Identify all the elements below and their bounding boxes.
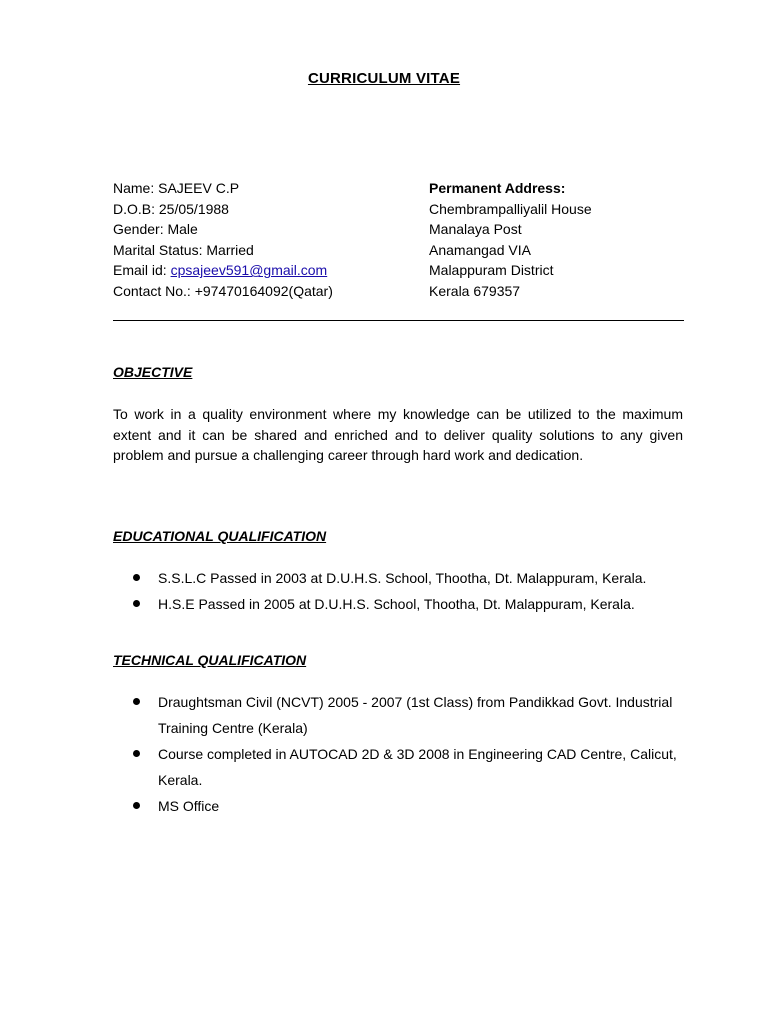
email-line	[113, 260, 413, 281]
name-line: Name: SAJEEV C.P	[113, 180, 240, 196]
email-label: Email id:	[113, 262, 171, 279]
list-item	[113, 591, 683, 617]
technical-item-text: Course completed in AUTOCAD 2D & 3D 2008 in Engineering CAD Centre, Calicut, Kerala.	[158, 746, 677, 788]
bullet-icon	[133, 802, 140, 809]
address-line: Manalaya Post	[429, 221, 522, 238]
technical-item-text: MS Office	[158, 798, 220, 814]
education-heading: EDUCATIONAL QUALIFICATION	[113, 528, 327, 544]
objective-text: To work in a quality environment where my knowledge can be utilized to the maximum extent and it can be shared and enriched and to deliver quality solutions to any given problem and pursue a challenging career through hard work and dedication.	[113, 406, 683, 464]
bullet-icon	[133, 698, 140, 705]
document-title: CURRICULUM VITAE	[307, 70, 461, 87]
address-line: Kerala 679357	[429, 282, 521, 299]
bullet-icon	[133, 750, 140, 757]
address-line: Anamangad VIA	[429, 241, 531, 258]
dob-line: D.O.B: 25/05/1988	[113, 200, 229, 217]
address-line: Malappuram District	[429, 262, 554, 279]
technical-item-text: Draughtsman Civil (NCVT) 2005 - 2007 (1st Class) from Pandikkad Govt. Industrial Training Centre (Kerala)	[158, 694, 673, 736]
personal-details	[113, 178, 413, 302]
list-item	[113, 741, 683, 793]
technical-list	[113, 689, 683, 819]
address-line: Chembrampalliyalil House	[429, 200, 592, 217]
bullet-icon	[133, 574, 140, 581]
technical-heading: TECHNICAL QUALIFICATION	[113, 652, 307, 668]
education-list	[113, 565, 683, 617]
list-item	[113, 793, 683, 819]
list-item	[113, 689, 683, 741]
address-heading: Permanent Address:	[429, 180, 566, 196]
email-link[interactable]: cpsajeev591@gmail.com	[170, 262, 328, 279]
bullet-icon	[133, 600, 140, 607]
list-item	[113, 565, 683, 591]
contact-line: Contact No.: +97470164092(Qatar)	[113, 282, 333, 299]
horizontal-divider	[113, 320, 684, 321]
marital-status-line: Marital Status: Married	[113, 241, 254, 258]
permanent-address	[429, 178, 689, 302]
gender-line: Gender: Male	[113, 221, 198, 238]
education-item-text: H.S.E Passed in 2005 at D.U.H.S. School, Thootha, Dt. Malappuram, Kerala.	[158, 596, 635, 612]
objective-heading: OBJECTIVE	[113, 364, 193, 380]
education-item-text: S.S.L.C Passed in 2003 at D.U.H.S. School, Thootha, Dt. Malappuram, Kerala.	[158, 570, 647, 586]
